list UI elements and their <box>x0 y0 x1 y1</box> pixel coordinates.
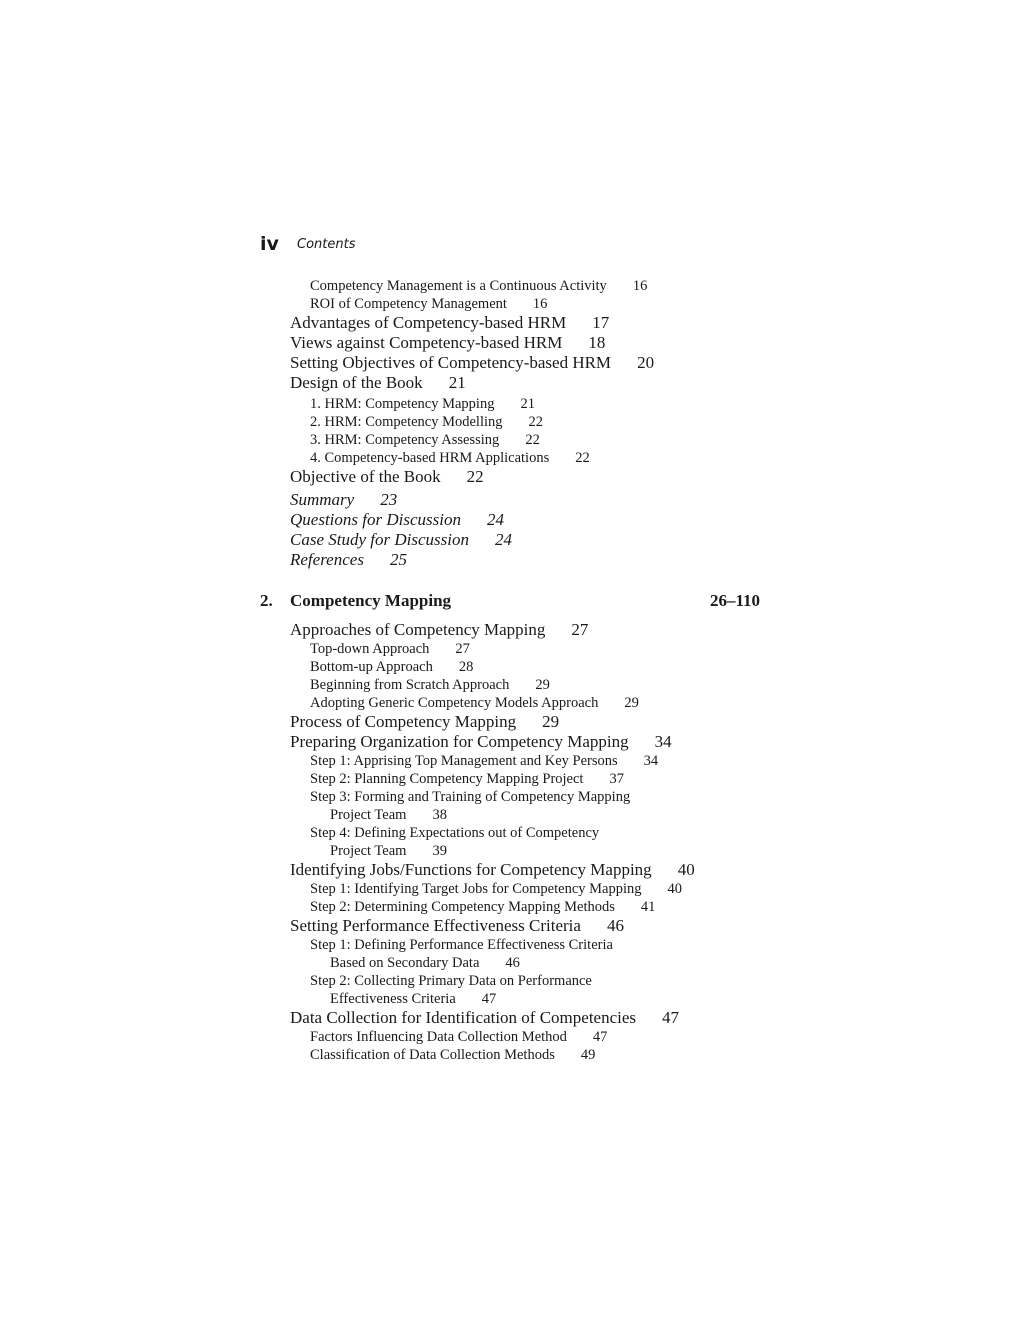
toc-entry-title: Setting Performance Effectiveness Criteria <box>290 916 581 935</box>
toc-entry-page: 47 <box>481 991 497 1007</box>
toc-entry-title: Process of Competency Mapping <box>290 712 517 731</box>
toc-subentry <box>310 658 473 676</box>
toc-entry <box>290 510 504 530</box>
toc-entry-title: Project Team <box>330 843 407 859</box>
toc-entry-title: References <box>290 550 364 569</box>
toc-entry-title: Objective of the Book <box>290 467 441 486</box>
toc-entry <box>290 712 559 732</box>
toc-entry-page: 38 <box>432 807 447 823</box>
toc-entry-page: 20 <box>637 353 655 372</box>
toc-subentry <box>310 1028 607 1046</box>
toc-entry-title: Step 2: Planning Competency Mapping Project <box>310 771 584 787</box>
toc-entry <box>290 467 484 487</box>
toc-subentry <box>310 694 639 712</box>
toc-entry-page: 22 <box>575 450 590 466</box>
toc-entry-page: 47 <box>592 1029 608 1045</box>
toc-entry <box>290 530 512 550</box>
toc-entry <box>290 620 588 640</box>
toc-entry-page: 41 <box>640 899 656 915</box>
toc-entry-title: 2. HRM: Competency Modelling <box>310 414 503 430</box>
toc-entry-page: 24 <box>494 530 512 549</box>
toc-entry-title: Step 1: Identifying Target Jobs for Competency Mapping <box>310 881 642 897</box>
toc-entry-page: 27 <box>455 641 470 657</box>
toc-entry-page: 23 <box>380 490 398 509</box>
toc-entry-title: 1. HRM: Competency Mapping <box>310 396 495 412</box>
toc-entry-title: 4. Competency-based HRM Applications <box>310 450 550 466</box>
toc-entry-title: ROI of Competency Management <box>310 296 507 312</box>
chapter-page-range: 26–110 <box>709 591 760 610</box>
toc-entry-title: Bottom-up Approach <box>310 659 433 675</box>
toc-subentry <box>310 1046 595 1064</box>
toc-subentry <box>310 449 590 467</box>
toc-entry-page: 34 <box>654 732 672 751</box>
toc-entry <box>290 732 672 752</box>
page-number: iv <box>260 233 279 255</box>
toc-entry-page: 29 <box>535 677 550 693</box>
toc-entry-page: 18 <box>588 333 606 352</box>
toc-subentry <box>310 972 592 990</box>
toc-subentry <box>330 990 496 1008</box>
toc-entry-title: 3. HRM: Competency Assessing <box>310 432 500 448</box>
toc-subentry <box>310 936 613 954</box>
toc-entry-page: 22 <box>466 467 484 486</box>
toc-entry-title: Competency Management is a Continuous Activity <box>310 278 607 294</box>
toc-entry-page: 49 <box>580 1047 596 1063</box>
toc-entry-page: 46 <box>505 955 520 971</box>
running-head: Contents <box>297 237 356 252</box>
toc-entry-page: 22 <box>525 432 540 448</box>
toc-entry-page: 29 <box>542 712 560 731</box>
toc-entry-title: Project Team <box>330 807 407 823</box>
chapter-heading <box>260 590 760 612</box>
toc-entry-page: 47 <box>662 1008 680 1027</box>
chapter-title: Competency Mapping <box>290 591 452 610</box>
toc-entry <box>290 490 397 510</box>
toc-subentry <box>310 277 647 295</box>
toc-subentry <box>310 824 599 842</box>
toc-entry-title: Approaches of Competency Mapping <box>290 620 546 639</box>
toc-entry-page: 24 <box>486 510 504 529</box>
toc-subentry <box>310 898 655 916</box>
toc-entry-page: 21 <box>448 373 466 392</box>
toc-entry-title: Data Collection for Identification of Competencies <box>290 1008 637 1027</box>
toc-entry-title: Design of the Book <box>290 373 423 392</box>
toc-subentry <box>330 806 447 824</box>
toc-entry-page: 34 <box>643 753 659 769</box>
toc-entry-page: 21 <box>520 396 535 412</box>
toc-entry <box>290 373 466 393</box>
chapter-number: 2. <box>260 591 273 610</box>
toc-subentry <box>310 770 624 788</box>
toc-subentry <box>310 395 535 413</box>
toc-subentry <box>310 431 540 449</box>
toc-entry-title: Case Study for Discussion <box>290 530 469 549</box>
toc-entry-title: Views against Competency-based HRM <box>290 333 563 352</box>
toc-entry-title: Summary <box>290 490 355 509</box>
toc-entry <box>290 333 605 353</box>
toc-entry-page: 27 <box>571 620 589 639</box>
toc-entry-title: Step 1: Apprising Top Management and Key Persons <box>310 753 618 769</box>
toc-subentry <box>310 413 543 431</box>
toc-entry-title: Based on Secondary Data <box>330 955 480 971</box>
toc-entry-page: 17 <box>592 313 610 332</box>
toc-subentry <box>310 295 547 313</box>
toc-entry-title: Advantages of Competency-based HRM <box>290 313 567 332</box>
toc-entry-page: 16 <box>632 278 648 294</box>
toc-entry-title: Step 1: Defining Performance Effectiveness Criteria <box>310 937 613 953</box>
toc-entry-page: 40 <box>677 860 695 879</box>
toc-entry-page: 25 <box>389 550 407 569</box>
toc-entry-title: Classification of Data Collection Methods <box>310 1047 555 1063</box>
toc-entry <box>290 1008 679 1028</box>
toc-entry-page: 46 <box>606 916 624 935</box>
toc-entry-page: 22 <box>528 414 544 430</box>
toc-entry-title: Step 4: Defining Expectations out of Competency <box>310 825 600 841</box>
toc-subentry <box>310 788 630 806</box>
toc-subentry <box>330 842 447 860</box>
toc-entry <box>290 353 654 373</box>
toc-entry <box>290 313 609 333</box>
toc-entry-page: 37 <box>609 771 624 787</box>
toc-entry <box>290 550 407 570</box>
toc-subentry <box>330 954 520 972</box>
toc-subentry <box>310 676 550 694</box>
toc-entry-title: Top-down Approach <box>310 641 430 657</box>
toc-subentry <box>310 640 470 658</box>
toc-entry-page: 29 <box>624 695 639 711</box>
toc-entry-title: Setting Objectives of Competency-based HRM <box>290 353 612 372</box>
toc-entry-title: Preparing Organization for Competency Mapping <box>290 732 629 751</box>
toc-entry <box>290 916 624 936</box>
toc-entry-title: Factors Influencing Data Collection Method <box>310 1029 567 1045</box>
toc-entry-page: 40 <box>667 881 682 897</box>
toc-entry-page: 16 <box>532 296 548 312</box>
toc-entry-title: Step 2: Determining Competency Mapping Methods <box>310 899 615 915</box>
toc-entry-page: 28 <box>458 659 474 675</box>
toc-entry-page: 39 <box>432 843 447 859</box>
toc-entry-title: Step 3: Forming and Training of Competency Mapping <box>310 789 631 805</box>
toc-entry-title: Beginning from Scratch Approach <box>310 677 510 693</box>
toc-subentry <box>310 880 682 898</box>
toc-subentry <box>310 752 658 770</box>
toc-entry-title: Step 2: Collecting Primary Data on Performance <box>310 973 592 989</box>
toc-entry-title: Effectiveness Criteria <box>330 991 456 1007</box>
toc-entry <box>290 860 695 880</box>
toc-entry-title: Questions for Discussion <box>290 510 461 529</box>
toc-entry-title: Adopting Generic Competency Models Approach <box>310 695 599 711</box>
toc-entry-title: Identifying Jobs/Functions for Competency Mapping <box>290 860 652 879</box>
